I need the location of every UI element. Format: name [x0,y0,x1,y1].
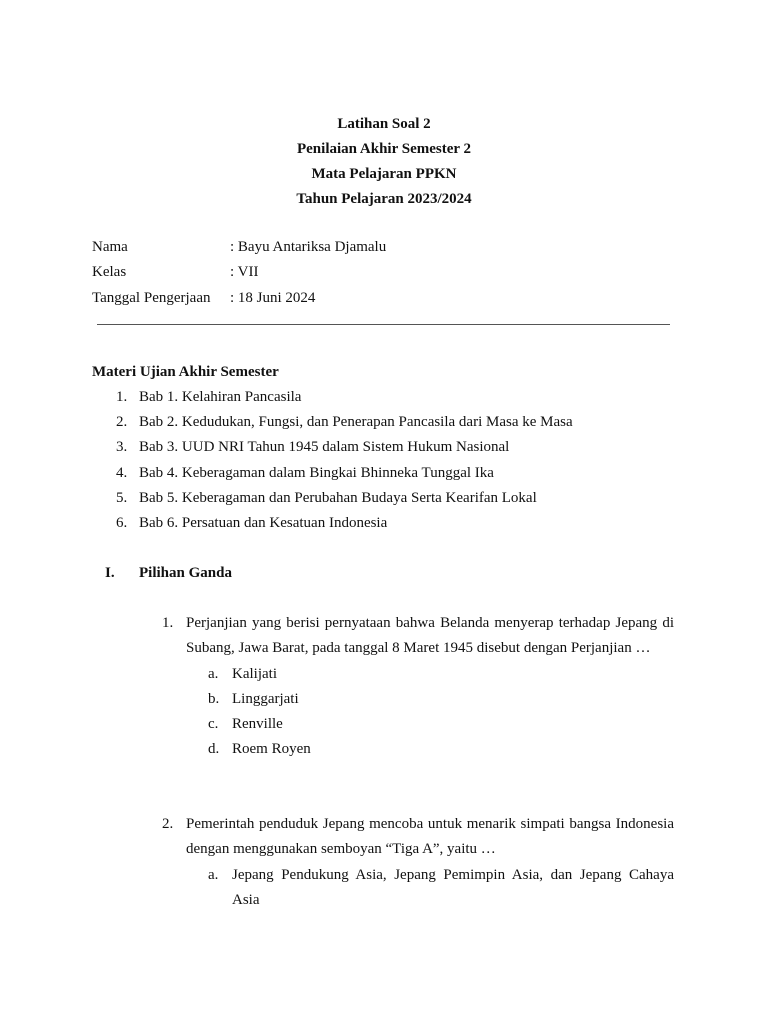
name-label: Nama [92,239,128,255]
section-number: I. [105,565,115,581]
list-item [92,385,692,410]
exam-material [92,360,692,536]
subject-line: Mata Pelajaran PPKN [311,166,457,182]
question-text: Pemerintah penduduk Jepang mencoba untuk menarik simpati bangsa Indonesia dengan menggunakan semboyan “Tiga A”, yaitu … [186,816,674,858]
list-item [92,511,692,536]
divider [97,324,670,325]
list-item-number: 6. [116,514,128,531]
list-item-number: 4. [116,464,128,481]
list-item-number: 1. [116,389,128,405]
option-letter: d. [208,741,220,758]
list-item-number: 5. [116,489,128,506]
date-value: : 18 Juni 2024 [230,289,316,306]
option-letter: a. [208,665,219,682]
answer-option [162,687,674,712]
exam-subtitle: Penilaian Akhir Semester 2 [296,141,472,157]
student-identity [92,235,386,311]
exam-material-title: Materi Ujian Akhir Semester [92,364,279,380]
list-item-text: Bab 1. Kelahiran Pancasila [139,389,302,405]
option-text: Kalijati [232,665,277,682]
list-item-number: 3. [116,439,128,456]
document-header [0,112,768,212]
list-item-text: Bab 3. UUD NRI Tahun 1945 dalam Sistem Hukum Nasional [139,439,510,456]
list-item-text: Bab 4. Keberagaman dalam Bingkai Bhinneka Tunggal Ika [139,464,494,481]
list-item-number: 2. [116,414,128,431]
name-row [92,235,386,260]
option-letter: c. [208,716,219,733]
list-item [92,486,692,511]
list-item [92,435,692,460]
school-year-line: Tahun Pelajaran 2023/2024 [296,191,472,207]
class-row [92,260,386,285]
question-2 [162,812,674,913]
date-label: Tanggal Pengerjaan [92,289,211,306]
question-1 [162,611,674,763]
list-item-text: Bab 5. Keberagaman dan Perubahan Budaya Serta Kearifan Lokal [139,489,537,506]
section-heading [105,561,232,586]
option-text: Linggarjati [232,690,299,707]
class-label: Kelas [92,264,127,281]
list-item-text: Bab 6. Persatuan dan Kesatuan Indonesia [139,514,388,531]
answer-option [162,712,674,737]
date-row [92,286,386,311]
section-title: Pilihan Ganda [139,565,232,581]
option-letter: b. [208,690,220,707]
list-item [92,461,692,486]
option-text: Roem Royen [232,741,311,758]
answer-option [162,737,674,762]
option-text: Jepang Pendukung Asia, Jepang Pemimpin Asia, dan Jepang Cahaya Asia [232,866,674,908]
option-text: Renville [232,716,283,733]
option-letter: a. [208,866,219,883]
question-text: Perjanjian yang berisi pernyataan bahwa Belanda menyerap terhadap Jepang di Subang, Jawa Barat, pada tanggal 8 Maret 1945 disebut dengan Perjanjian … [186,615,674,657]
question-number: 2. [162,816,174,832]
name-value: : Bayu Antariksa Djamalu [230,239,387,255]
class-value: : VII [230,264,259,281]
answer-option [162,863,674,914]
exam-title: Latihan Soal 2 [337,116,431,132]
answer-option [162,662,674,687]
question-number: 1. [162,615,174,631]
list-item-text: Bab 2. Kedudukan, Fungsi, dan Penerapan Pancasila dari Masa ke Masa [139,414,573,431]
list-item [92,410,692,435]
